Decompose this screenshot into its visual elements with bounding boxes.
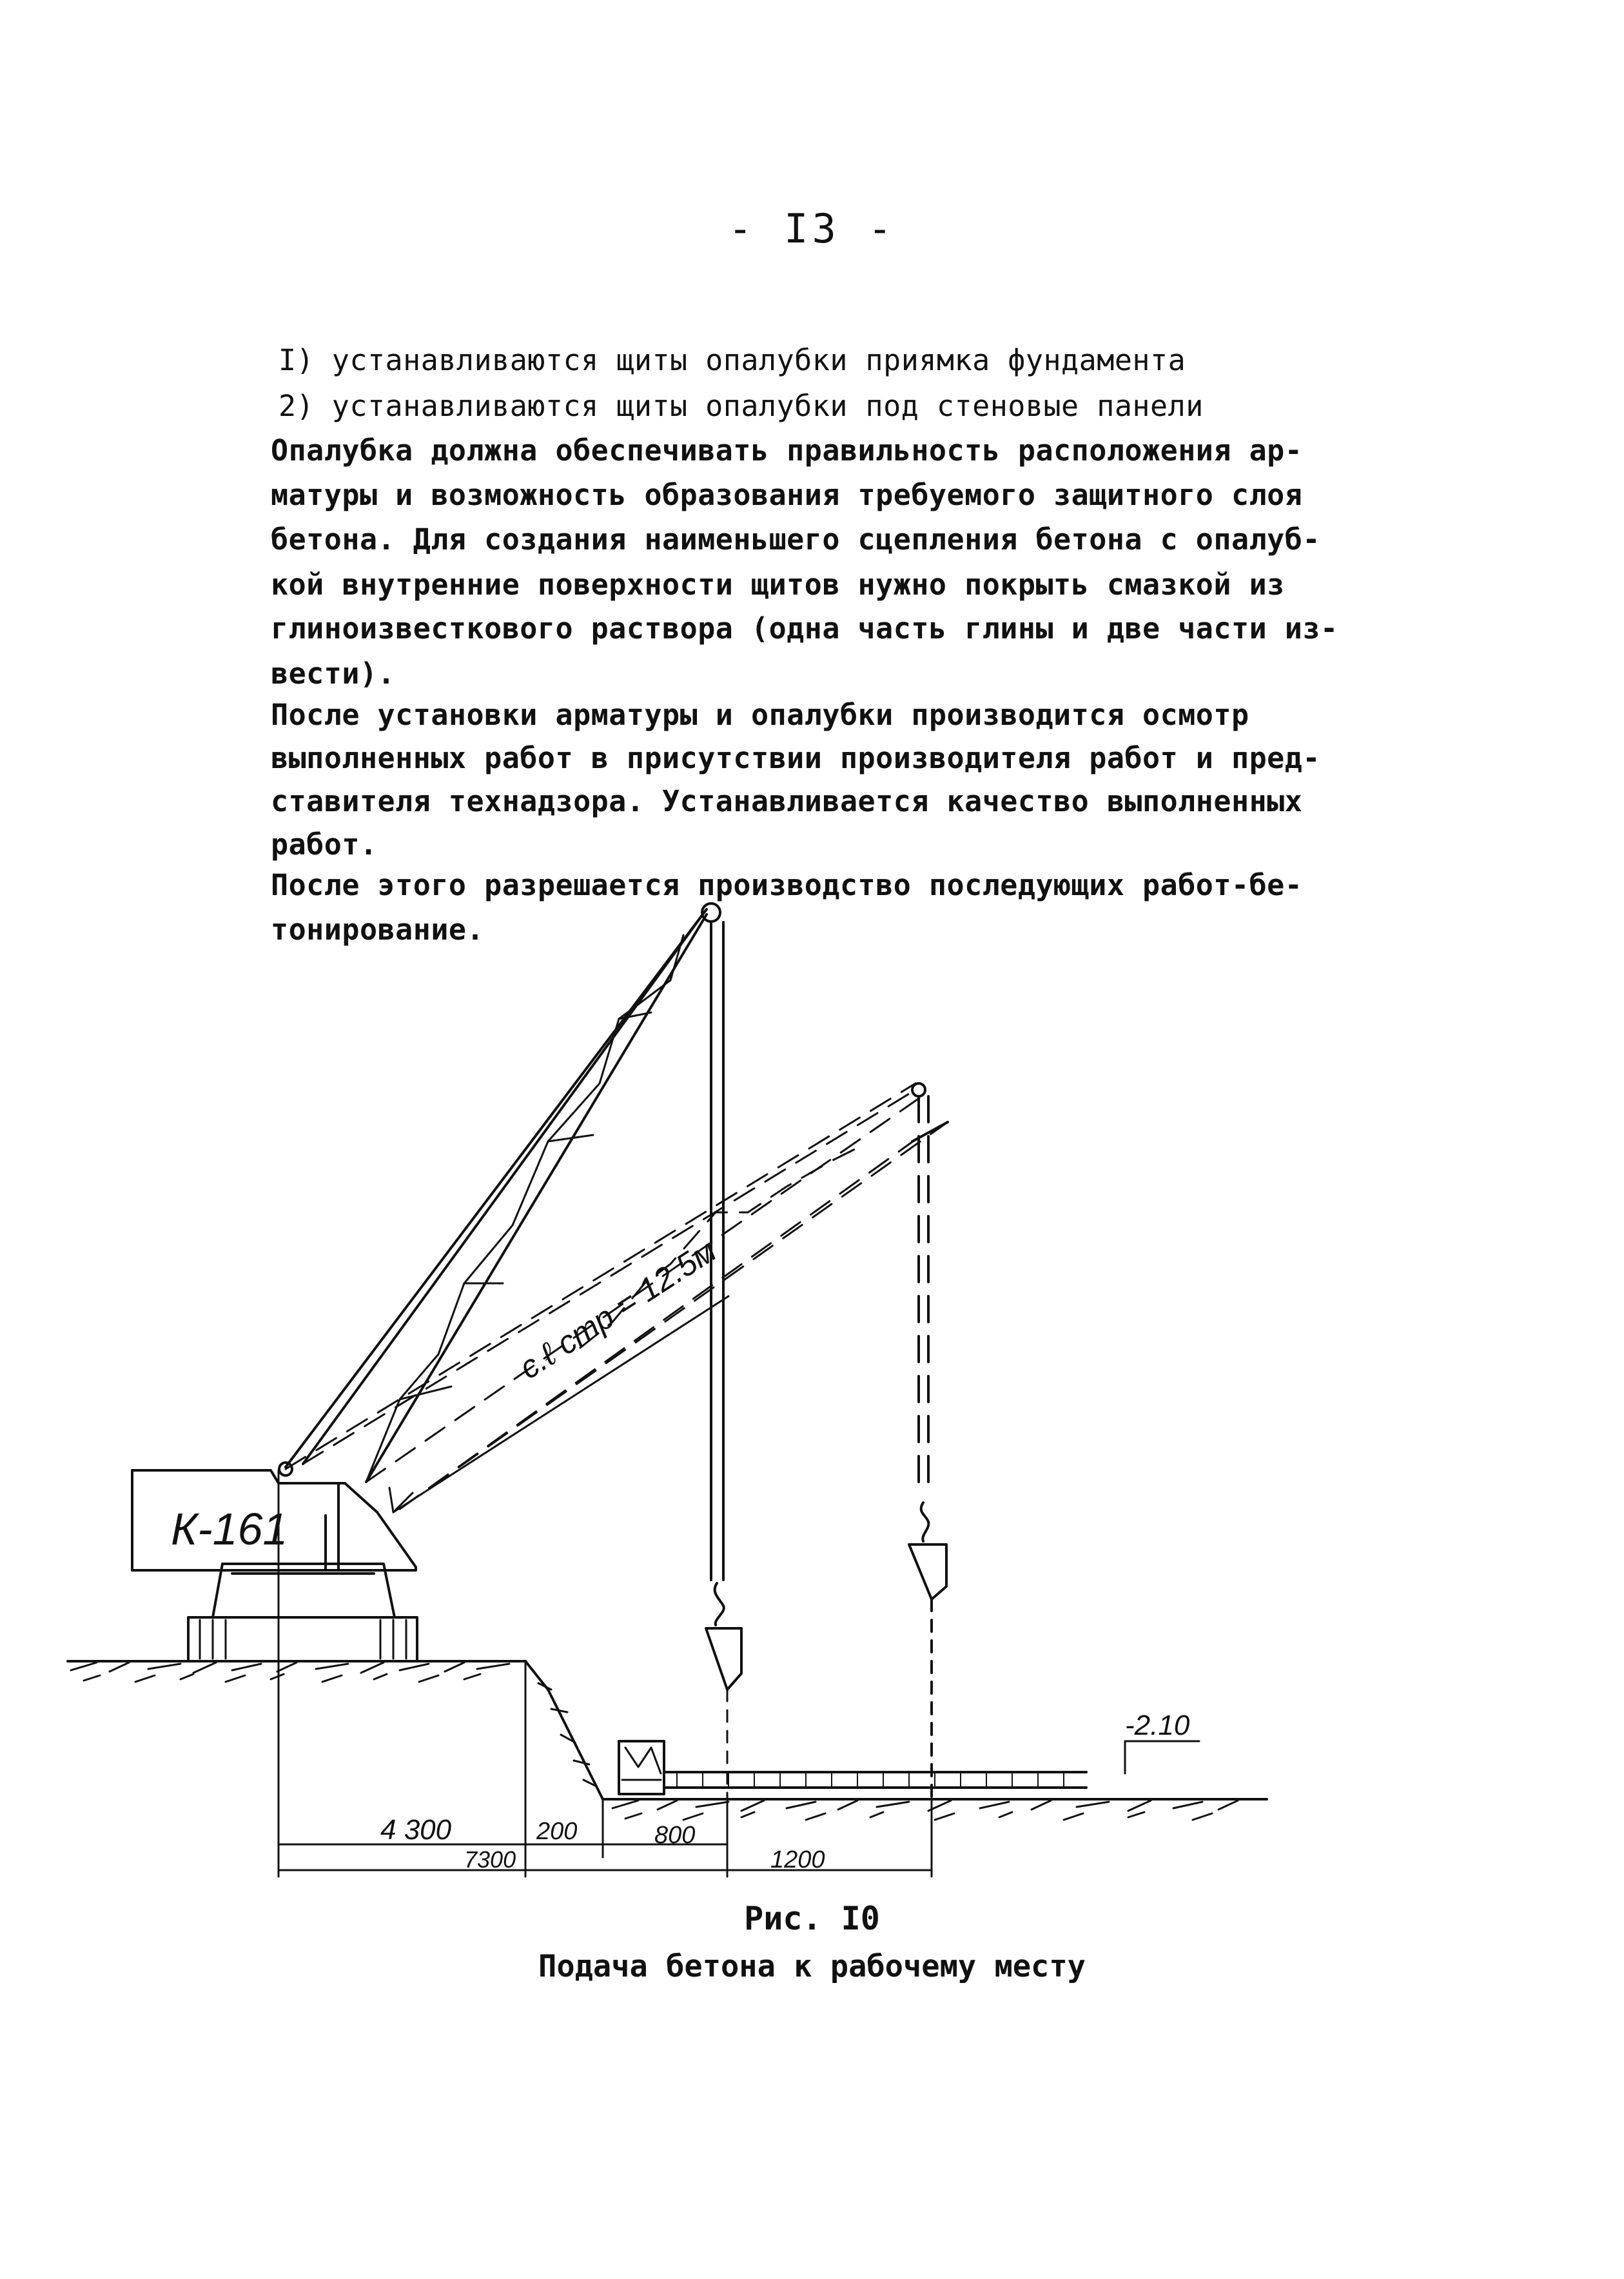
dim-200: 200 xyxy=(536,1818,578,1845)
crane-boom xyxy=(279,903,723,1482)
crane-tracks xyxy=(188,1617,417,1661)
figure-caption-title: Подача бетона к рабочему месту xyxy=(538,1949,1086,1984)
pit-slope xyxy=(525,1661,603,1799)
boom-radius-label: с.ℓ стр = 12.5м xyxy=(513,1232,723,1386)
elevation-label: -2.10 xyxy=(1125,1710,1190,1741)
page-number: - I3 - xyxy=(728,205,896,252)
paragraph-2-line: выполненных работ в присутствии производителя работ и пред- xyxy=(271,741,1320,775)
paragraph-2-line: ставителя технадзора. Устанавливается качество выполненных xyxy=(271,784,1303,818)
paragraph-1-line: матуры и возможность образования требуемого защитного слоя xyxy=(271,478,1303,512)
figure-caption-number: Рис. I0 xyxy=(744,1900,880,1937)
paragraph-1-line: глиноизвесткового раствора (одна часть глины и две части из- xyxy=(271,611,1338,646)
paragraph-1-line: Опалубка должна обеспечивать правильность расположения ар- xyxy=(271,433,1303,468)
dim-800: 800 xyxy=(654,1822,696,1849)
dim-7300: 7300 xyxy=(464,1846,516,1873)
dim-4300: 4 300 xyxy=(380,1814,452,1846)
list-item-1: I) устанавливаются щиты опалубки приямка фундамента xyxy=(279,343,1186,377)
paragraph-3-line: После этого разрешается производство последующих работ-бе- xyxy=(271,868,1303,902)
list-item-2: 2) устанавливаются щиты опалубки под стеновые панели xyxy=(279,389,1204,423)
paragraph-2-line: работ. xyxy=(271,827,378,862)
ground-left xyxy=(68,1661,525,1682)
lowered-boom-head xyxy=(909,1083,948,1799)
paragraph-1-line: кой внутренние поверхности щитов нужно покрыть смазкой из xyxy=(271,567,1285,602)
crane-label: К-161 xyxy=(171,1504,288,1554)
paragraph-1-line: бетона. Для создания наименьшего сцепления бетона с опалуб- xyxy=(271,522,1320,557)
paragraph-1-line: вести). xyxy=(271,656,396,691)
crane-turntable xyxy=(213,1564,395,1617)
ground-right xyxy=(603,1799,1267,1820)
paragraph-3-line: тонирование. xyxy=(271,913,485,947)
paragraph-2-line: После установки арматуры и опалубки производится осмотр xyxy=(271,698,1249,732)
crane-hook-bucket xyxy=(706,922,741,1799)
dim-1200: 1200 xyxy=(770,1846,825,1873)
formwork-panels xyxy=(619,1741,1086,1794)
